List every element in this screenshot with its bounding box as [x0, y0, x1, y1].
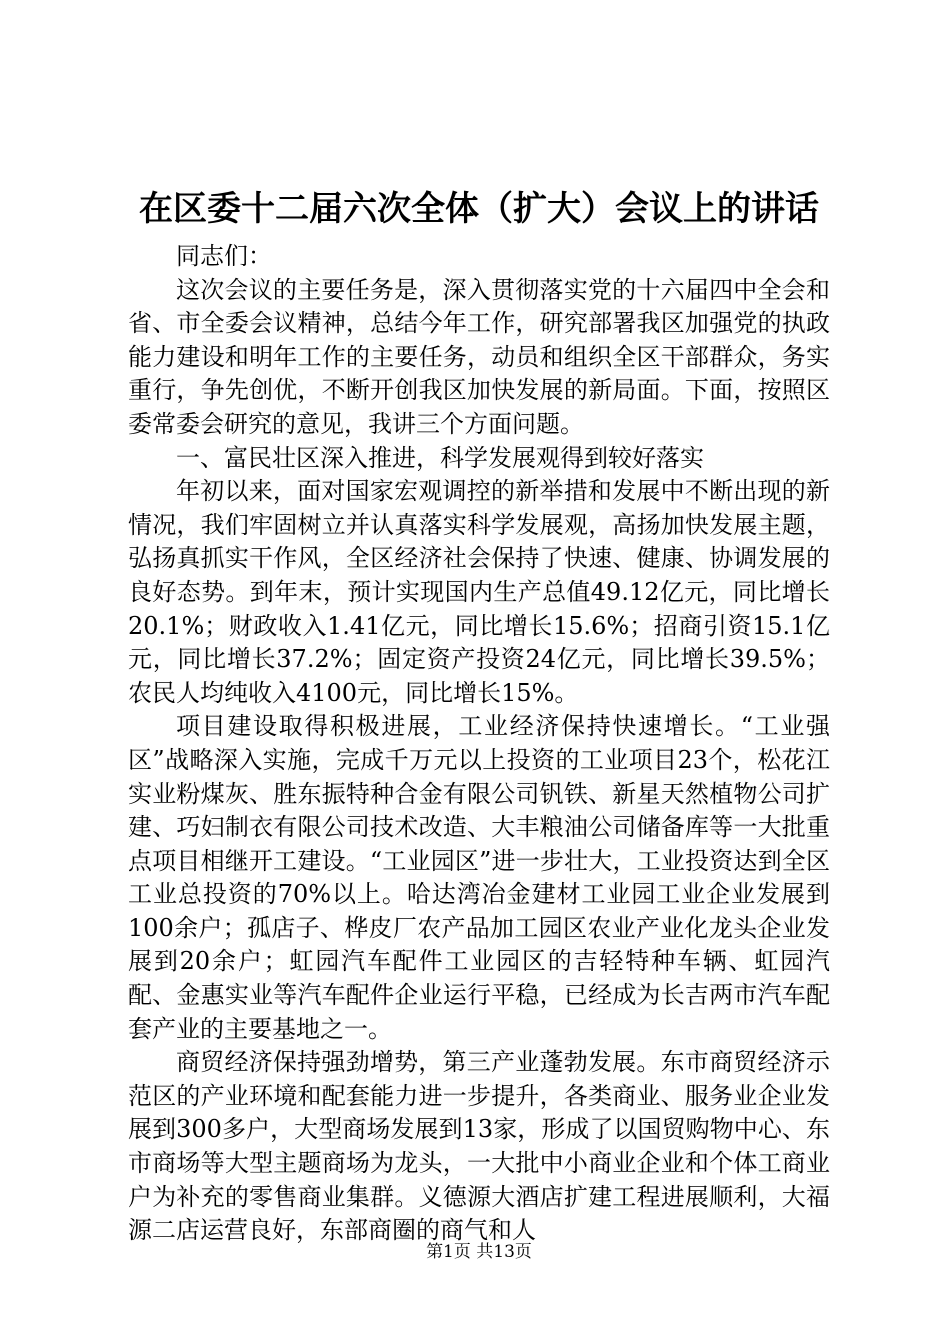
paragraph-industry: 项目建设取得积极进展，工业经济保持快速增长。“工业强区”战略深入实施，完成千万元以上投资的工业项目23个，松花江实业粉煤灰、胜东振特种合金有限公司钒铁、新星天然植物公司扩建、巧妇制衣有限公司技术改造、大丰粮油公司储备库等一大批重点项目相继开工建设。“工业园区”进一步壮大，工业投资达到全区工业总投资的70%以上。哈达湾冶金建材工业园工业企业发展到100余户；孤店子、桦皮厂农产品加工园区农业产业化龙头企业发展到20余户；虹园汽车配件工业园区的吉轻特种车辆、虹园汽配、金惠实业等汽车配件企业运行平稳，已经成为长吉两市汽车配套产业的主要基地之一。: [128, 712, 830, 1043]
page-number-footer: 第1页 共13页: [426, 1242, 532, 1262]
paragraph-commerce: 商贸经济保持强劲增势，第三产业蓬勃发展。东市商贸经济示范区的产业环境和配套能力进一步提升，各类商业、服务业企业发展到300多户，大型商场发展到13家，形成了以国贸购物中心、东市商场等大型主题商场为龙头，一大批中小商业企业和个体工商业户为补充的零售商业集群。义德源大酒店扩建工程进展顺利，大福源二店运营良好，东部商圈的商气和人: [128, 1048, 830, 1245]
paragraph-greeting: 同志们：: [176, 242, 272, 270]
document-title: 在区委十二届六次全体（扩大）会议上的讲话: [139, 189, 819, 229]
paragraph-intro: 这次会议的主要任务是，深入贯彻落实党的十六届四中全会和省、市全委会议精神，总结今年工作，研究部署我区加强党的执政能力建设和明年工作的主要任务，动员和组织全区干部群众，务实重行，争先创优，不断开创我区加快发展的新局面。下面，按照区委常委会研究的意见，我讲三个方面问题。: [128, 275, 830, 438]
section-heading: 一、富民壮区深入推进，科学发展观得到较好落实: [176, 443, 704, 472]
document-page: [128, 0, 830, 1344]
paragraph-economy-overview: 年初以来，面对国家宏观调控的新举措和发展中不断出现的新情况，我们牢固树立并认真落实科学发展观，高扬加快发展主题，弘扬真抓实干作风，全区经济社会保持了快速、健康、协调发展的良好态势。到年末，预计实现国内生产总值49.12亿元，同比增长20.1%；财政收入1.41亿元，同比增长15.6%；招商引资15.1亿元，同比增长37.2%；固定资产投资24亿元，同比增长39.5%；农民人均纯收入4100元，同比增长15%。: [128, 477, 830, 707]
document-body: [128, 240, 830, 1248]
